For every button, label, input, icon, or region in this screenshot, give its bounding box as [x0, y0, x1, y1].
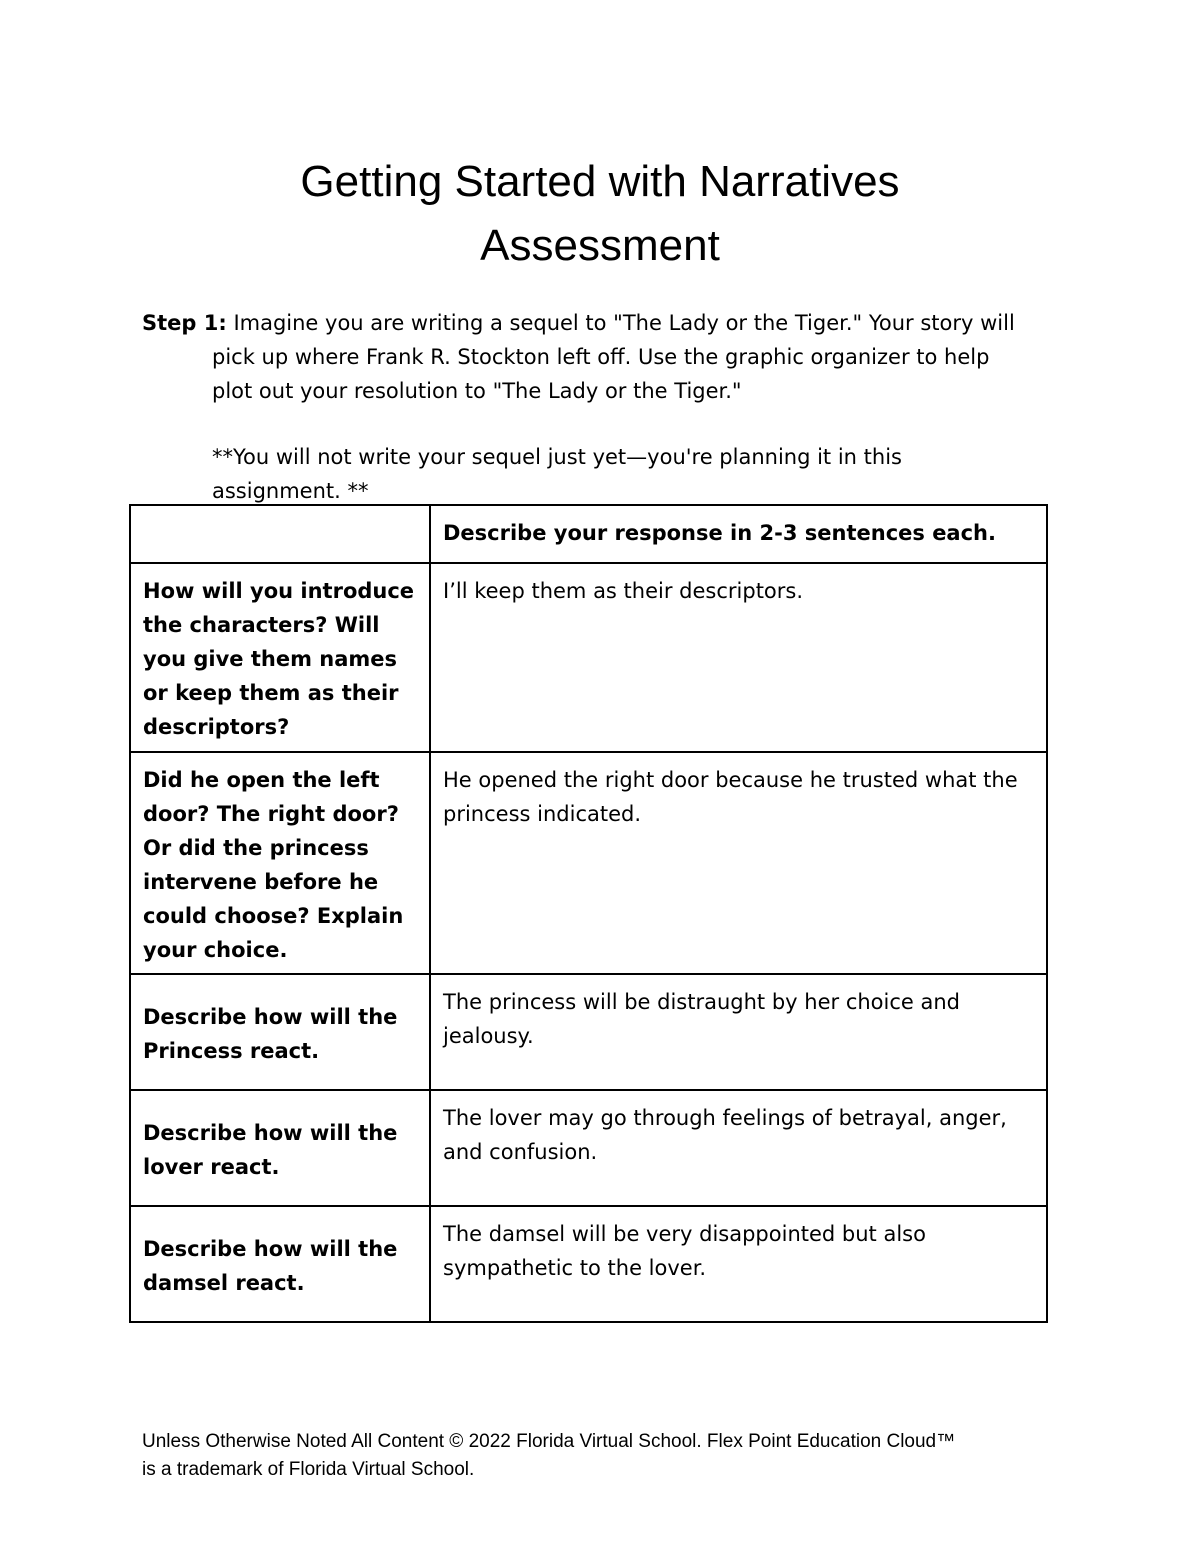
question-cell: How will you introduce the characters? Will you give them names or keep them as their descriptors?	[130, 563, 430, 752]
answer-cell: The lover may go through feelings of betrayal, anger, and confusion.	[430, 1090, 1047, 1206]
title-line-2: Assessment	[480, 221, 720, 270]
header-response-cell: Describe your response in 2-3 sentences each.	[430, 505, 1047, 563]
copyright-footer	[142, 1428, 1102, 1484]
step-1-text-1: Imagine you are writing a sequel to "The Lady or the Tiger." Your story will	[226, 311, 1015, 335]
question-cell: Describe how will the Princess react.	[130, 974, 430, 1090]
question-cell: Did he open the left door? The right door? Or did the princess intervene before he could choose? Explain your choice.	[130, 752, 430, 974]
title-line-1: Getting Started with Narratives	[300, 157, 900, 206]
assignment-note	[212, 440, 1062, 508]
graphic-organizer-table	[129, 504, 1048, 1323]
table-row	[130, 974, 1047, 1090]
page-title	[0, 150, 1200, 278]
answer-cell: The damsel will be very disappointed but also sympathetic to the lover.	[430, 1206, 1047, 1322]
table-row	[130, 563, 1047, 752]
note-line-2: assignment. **	[212, 479, 369, 503]
step-1-line-2: pick up where Frank R. Stockton left off. Use the graphic organizer to help	[212, 345, 990, 369]
table-row	[130, 1206, 1047, 1322]
question-cell: Describe how will the damsel react.	[130, 1206, 430, 1322]
header-empty-cell	[130, 505, 430, 563]
question-cell: Describe how will the lover react.	[130, 1090, 430, 1206]
step-1-line-3: plot out your resolution to "The Lady or the Tiger."	[212, 379, 742, 403]
step-1-line-1	[142, 306, 1062, 340]
table-header-row	[130, 505, 1047, 563]
table-row	[130, 752, 1047, 974]
note-line-1: **You will not write your sequel just yet—you're planning it in this	[212, 445, 902, 469]
answer-cell: I’ll keep them as their descriptors.	[430, 563, 1047, 752]
step-1-instructions	[142, 306, 1062, 408]
table-row	[130, 1090, 1047, 1206]
answer-cell: The princess will be distraught by her choice and jealousy.	[430, 974, 1047, 1090]
answer-cell: He opened the right door because he trusted what the princess indicated.	[430, 752, 1047, 974]
footer-line-1: Unless Otherwise Noted All Content © 2022 Florida Virtual School. Flex Point Education Cloud™	[142, 1431, 956, 1452]
footer-line-2: is a trademark of Florida Virtual School.	[142, 1459, 475, 1480]
step-1-label: Step 1:	[142, 311, 227, 335]
